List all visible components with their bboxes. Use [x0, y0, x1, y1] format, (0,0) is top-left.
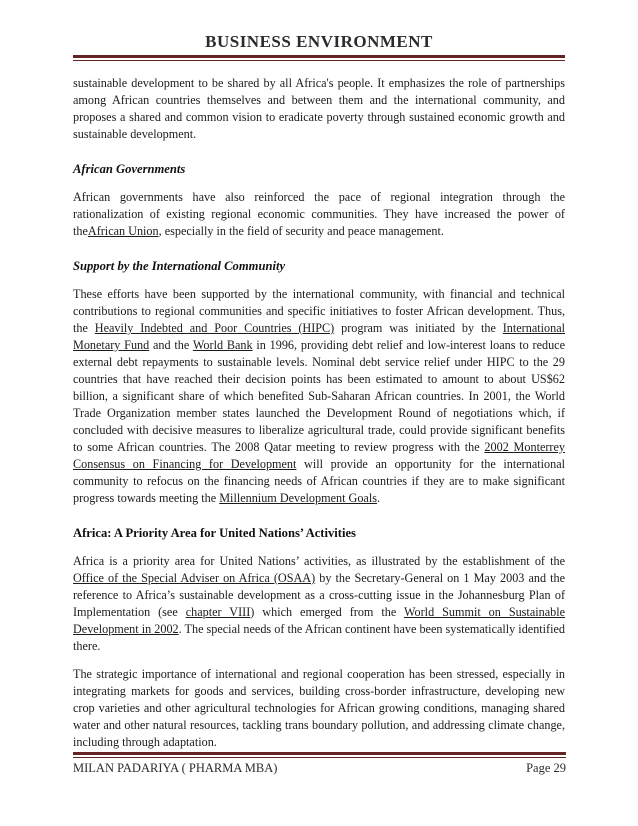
footer-author: MILAN PADARIYA ( PHARMA MBA) — [73, 761, 278, 775]
document-link[interactable]: 2002 Monterrey Consensus on Financing for Development — [73, 440, 565, 471]
paragraph: These efforts have been supported by the international community, with financial and technical contributions to regional communities and specific initiatives to foster African development. Thus, the Heavily Indebted and Poor Countries (HIPC) program was initiated by the International Monetary Fund and the World Bank in 1996, providing debt relief and low-interest loans to reduce external debt repayments to sustainable levels. Nominal debt service relief under HIPC to the 29 countries that have reached their decision points has been estimated to amount to about US$62 billion, a significant share of which benefited Sub-Saharan African countries. In 2001, the World Trade Organization member states launched the Development Round of negotiations which, if concluded with decisive measures to liberalize agricultural trade, could provide significant benefits to some African countries. The 2008 Qatar meeting to review progress with the 2002 Monterrey Consensus on Financing for Development will provide an opportunity for the international community to refocus on the financing needs of African countries if they are to make significant progress towards meeting the Millennium Development Goals. — [73, 287, 565, 505]
paragraph: The strategic importance of international and regional cooperation has been stressed, especially in integrating markets for goods and services, building cross-border infrastructure, developing new crop varieties and other agricultural technologies for African growing conditions, managing shared water and other natural resources, tackling trans boundary pollution, and addressing climate change, including through adaptation. — [73, 667, 565, 749]
header-rule — [73, 55, 565, 61]
document-link[interactable]: Office of the Special Adviser on Africa (OSAA) — [73, 571, 316, 585]
footer-page-number: Page 29 — [526, 761, 566, 775]
section-heading: Africa: A Priority Area for United Nations’ Activities — [73, 526, 356, 540]
page-footer — [73, 752, 566, 776]
document-link[interactable]: Heavily Indebted and Poor Countries (HIPC) — [94, 321, 335, 335]
page-title: BUSINESS ENVIRONMENT — [205, 32, 433, 51]
page-header — [0, 0, 638, 61]
paragraph: Africa is a priority area for United Nations’ activities, as illustrated by the establishment of the Office of the Special Adviser on Africa (OSAA) by the Secretary-General on 1 May 2003 and the reference to Africa’s sustainable development as a cross-cutting issue in the Johannesburg Plan of Implementation (see chapter VIII) which emerged from the World Summit on Sustainable Development in 2002. The special needs of the African continent have been systematically identified there. — [73, 554, 566, 653]
document-link[interactable]: African Union — [87, 224, 159, 238]
section-heading: African Governments — [73, 162, 186, 176]
document-link[interactable]: chapter VIII — [185, 605, 251, 619]
document-link[interactable]: Millennium Development Goals — [219, 491, 377, 505]
footer-rule — [73, 752, 566, 758]
document-link[interactable]: World Bank — [192, 338, 253, 352]
section-heading: Support by the International Community — [73, 259, 286, 273]
document-link[interactable]: International Monetary Fund — [73, 321, 565, 352]
paragraph: sustainable development to be shared by all Africa's people. It emphasizes the role of partnerships among African countries themselves and between them and the international community, and proposes a shared and common vision to eradicate poverty through sustained economic growth and sustainable development. — [73, 76, 565, 141]
document-body — [73, 75, 565, 751]
paragraph: African governments have also reinforced the pace of regional integration through the rationalization of existing regional economic communities. They have increased the power of theAfrican Union, especially in the field of security and peace management. — [73, 190, 565, 238]
document-link[interactable]: World Summit on Sustainable Development in 2002 — [73, 605, 566, 636]
